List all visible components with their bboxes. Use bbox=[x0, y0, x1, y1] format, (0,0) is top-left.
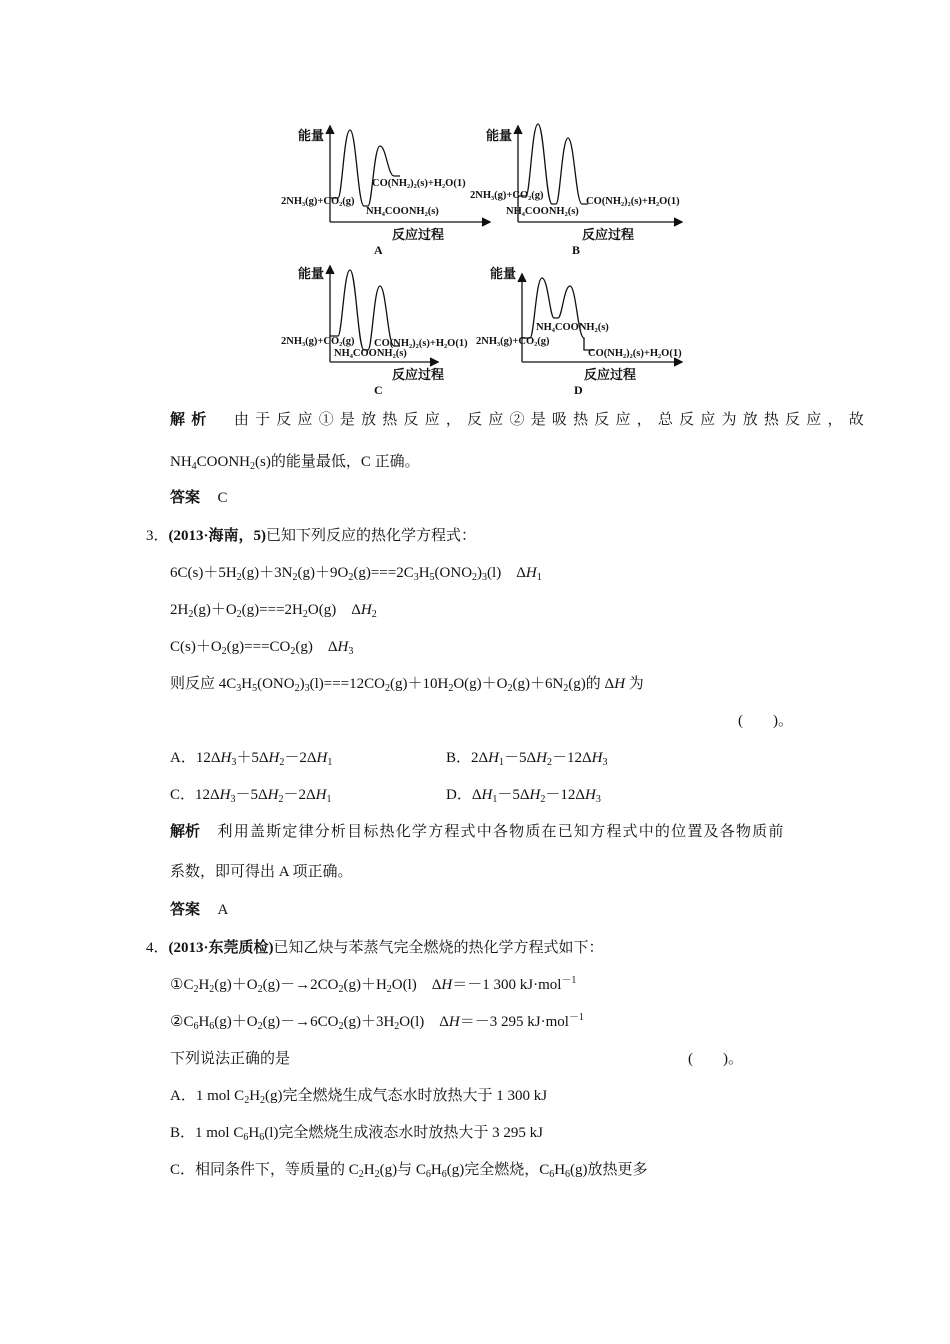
panel-d-end-label: CO(NH₂)₂(s)+H₂O(1) bbox=[588, 348, 682, 359]
panel-c-start-label: 2NH₃(g)+CO₂(g) bbox=[281, 336, 355, 347]
q4-option-a[interactable]: A．1 mol $C_2H_2(g)$完全燃烧生成气态水时放热大于 1 300 kJ bbox=[170, 1088, 548, 1106]
panel-b-letter: B bbox=[572, 243, 581, 257]
q3-answer-tag: 答案 bbox=[170, 902, 201, 918]
q3-equation-3: $C(s)+O_2(g)===CO_2(g)$ $\Delta H_3$ bbox=[170, 639, 354, 657]
q3-option-a[interactable]: A．$12\Delta H_3+5\Delta H_2-2\Delta H_1$ bbox=[170, 750, 333, 768]
q4-number: 4． bbox=[146, 940, 169, 956]
panel-a-y-label: 能量 bbox=[298, 128, 325, 143]
panel-a-letter: A bbox=[374, 243, 383, 257]
q2-answer-line bbox=[170, 488, 228, 508]
panel-d-start-label: 2NH₃(g)+CO₂(g) bbox=[476, 336, 550, 347]
panel-b-mid-label: NH₄COONH₂(s) bbox=[506, 206, 579, 217]
q3-option-d[interactable]: D．$\Delta H_1-5\Delta H_2-12\Delta H_3$ bbox=[446, 787, 601, 805]
q2-formula-nh4coonh2: $NH_4COONH_2(s)$ bbox=[170, 454, 271, 472]
energy-diagrams-figure bbox=[280, 118, 710, 400]
panel-c-mid-label: NH₄COONH₂(s) bbox=[334, 348, 407, 359]
q4-stem: 已知乙炔与苯蒸气完全燃烧的热化学方程式如下： bbox=[273, 940, 604, 956]
panel-b-start-label: 2NH₃(g)+CO₂(g) bbox=[470, 190, 544, 201]
q3-answer-value: A bbox=[217, 902, 229, 918]
panel-c-x-label: 反应过程 bbox=[392, 367, 445, 382]
panel-a-mid-label: NH₄COONH₂(s) bbox=[366, 206, 439, 217]
q2-analysis-tag: 解析 bbox=[170, 412, 213, 428]
panel-d-mid-label: NH₄COONH₂(s) bbox=[536, 322, 609, 333]
q3-analysis-text1: 利用盖斯定律分析目标热化学方程式中各物质在已知方程式中的位置及各物质前 bbox=[217, 824, 785, 840]
q3-option-c[interactable]: C．$12\Delta H_3-5\Delta H_2-2\Delta H_1$ bbox=[170, 787, 332, 805]
q3-equation-1: $6C(s)+5H_2(g)+3N_2(g)+9O_2(g)===2C_3H_5(ONO_2)_3(l)$ $\Delta H_1$ bbox=[170, 565, 542, 583]
q3-answer-line bbox=[170, 900, 228, 920]
q2-analysis-text1: 由于反应①是放热反应，反应②是吸热反应，总反应为放热反应，故 bbox=[233, 412, 870, 428]
q2-answer-tag: 答案 bbox=[170, 490, 201, 506]
q4-source: (2013·东莞质检) bbox=[168, 940, 274, 956]
q4-option-c[interactable]: C．相同条件下，等质量的 $C_2H_2(g)$与 $C_6H_6(g)$完全燃烧，$C_6H_6(g)$放热更多 bbox=[170, 1162, 648, 1180]
q3-source: (2013·海南，5) bbox=[168, 528, 267, 544]
q2-analysis-line1 bbox=[170, 410, 870, 430]
panel-c-y-label: 能量 bbox=[298, 266, 325, 281]
q2-answer-value: C bbox=[217, 490, 228, 506]
panel-d-x-label: 反应过程 bbox=[584, 367, 637, 382]
panel-b-x-label: 反应过程 bbox=[582, 227, 635, 242]
q3-number: 3． bbox=[146, 528, 169, 544]
q4-equation-1: $①C_2H_2(g)+O_2(g)-\to 2CO_2(g)+H_2O(l)$ ΔH＝－1 300 kJ·mol$^{-1}$ bbox=[170, 975, 577, 995]
q2-analysis-line2 bbox=[170, 452, 420, 472]
q2-analysis-text2: 的能量最低，C 正确。 bbox=[270, 454, 420, 470]
panel-c-letter: C bbox=[374, 383, 383, 397]
panel-a-start-label: 2NH₃(g)+CO₂(g) bbox=[281, 196, 355, 207]
energy-diagrams-svg bbox=[280, 118, 710, 400]
q3-equation-2: $2H_2(g)+O_2(g)===2H_2O(g)$ $\Delta H_2$ bbox=[170, 602, 377, 620]
q3-stem: 已知下列反应的热化学方程式： bbox=[266, 528, 477, 544]
panel-c-end-label: CO(NH₂)₂(s)+H₂O(1) bbox=[374, 338, 468, 349]
q4-option-b[interactable]: B．1 mol $C_6H_6(l)$完全燃烧生成液态水时放热大于 3 295 kJ bbox=[170, 1125, 543, 1143]
panel-b-end-label: CO(NH₂)₂(s)+H₂O(1) bbox=[586, 196, 680, 207]
q3-header bbox=[146, 526, 476, 546]
q3-analysis-line2: 系数，即可得出 A 项正确。 bbox=[170, 864, 353, 880]
panel-d-letter: D bbox=[574, 383, 583, 397]
q4-header bbox=[146, 938, 604, 958]
q4-equation-2: $②C_6H_6(g)+O_2(g)-\to 6CO_2(g)+3H_2O(l)$ ΔH＝－3 295 kJ·mol$^{-1}$ bbox=[170, 1012, 584, 1032]
q3-answer-blank: ( )。 bbox=[738, 713, 793, 729]
q3-analysis-line1 bbox=[170, 822, 785, 842]
q4-question: 下列说法正确的是 bbox=[170, 1051, 291, 1067]
q3-analysis-tag: 解析 bbox=[170, 824, 201, 840]
panel-a-end-label: CO(NH₂)₂(s)+H₂O(1) bbox=[372, 178, 466, 189]
q4-answer-blank: ( )。 bbox=[688, 1051, 743, 1067]
panel-d-y-label: 能量 bbox=[490, 266, 517, 281]
q3-target-reaction: 则反应 $4C_3H_5(ONO_2)_3(l)===12CO_2(g)+10H_2O(g)+O_2(g)+6N_2(g)$的 ΔH 为 bbox=[170, 676, 644, 694]
q3-option-b[interactable]: B．$2\Delta H_1-5\Delta H_2-12\Delta H_3$ bbox=[446, 750, 608, 768]
panel-b-y-label: 能量 bbox=[486, 128, 513, 143]
panel-a-x-label: 反应过程 bbox=[392, 227, 445, 242]
